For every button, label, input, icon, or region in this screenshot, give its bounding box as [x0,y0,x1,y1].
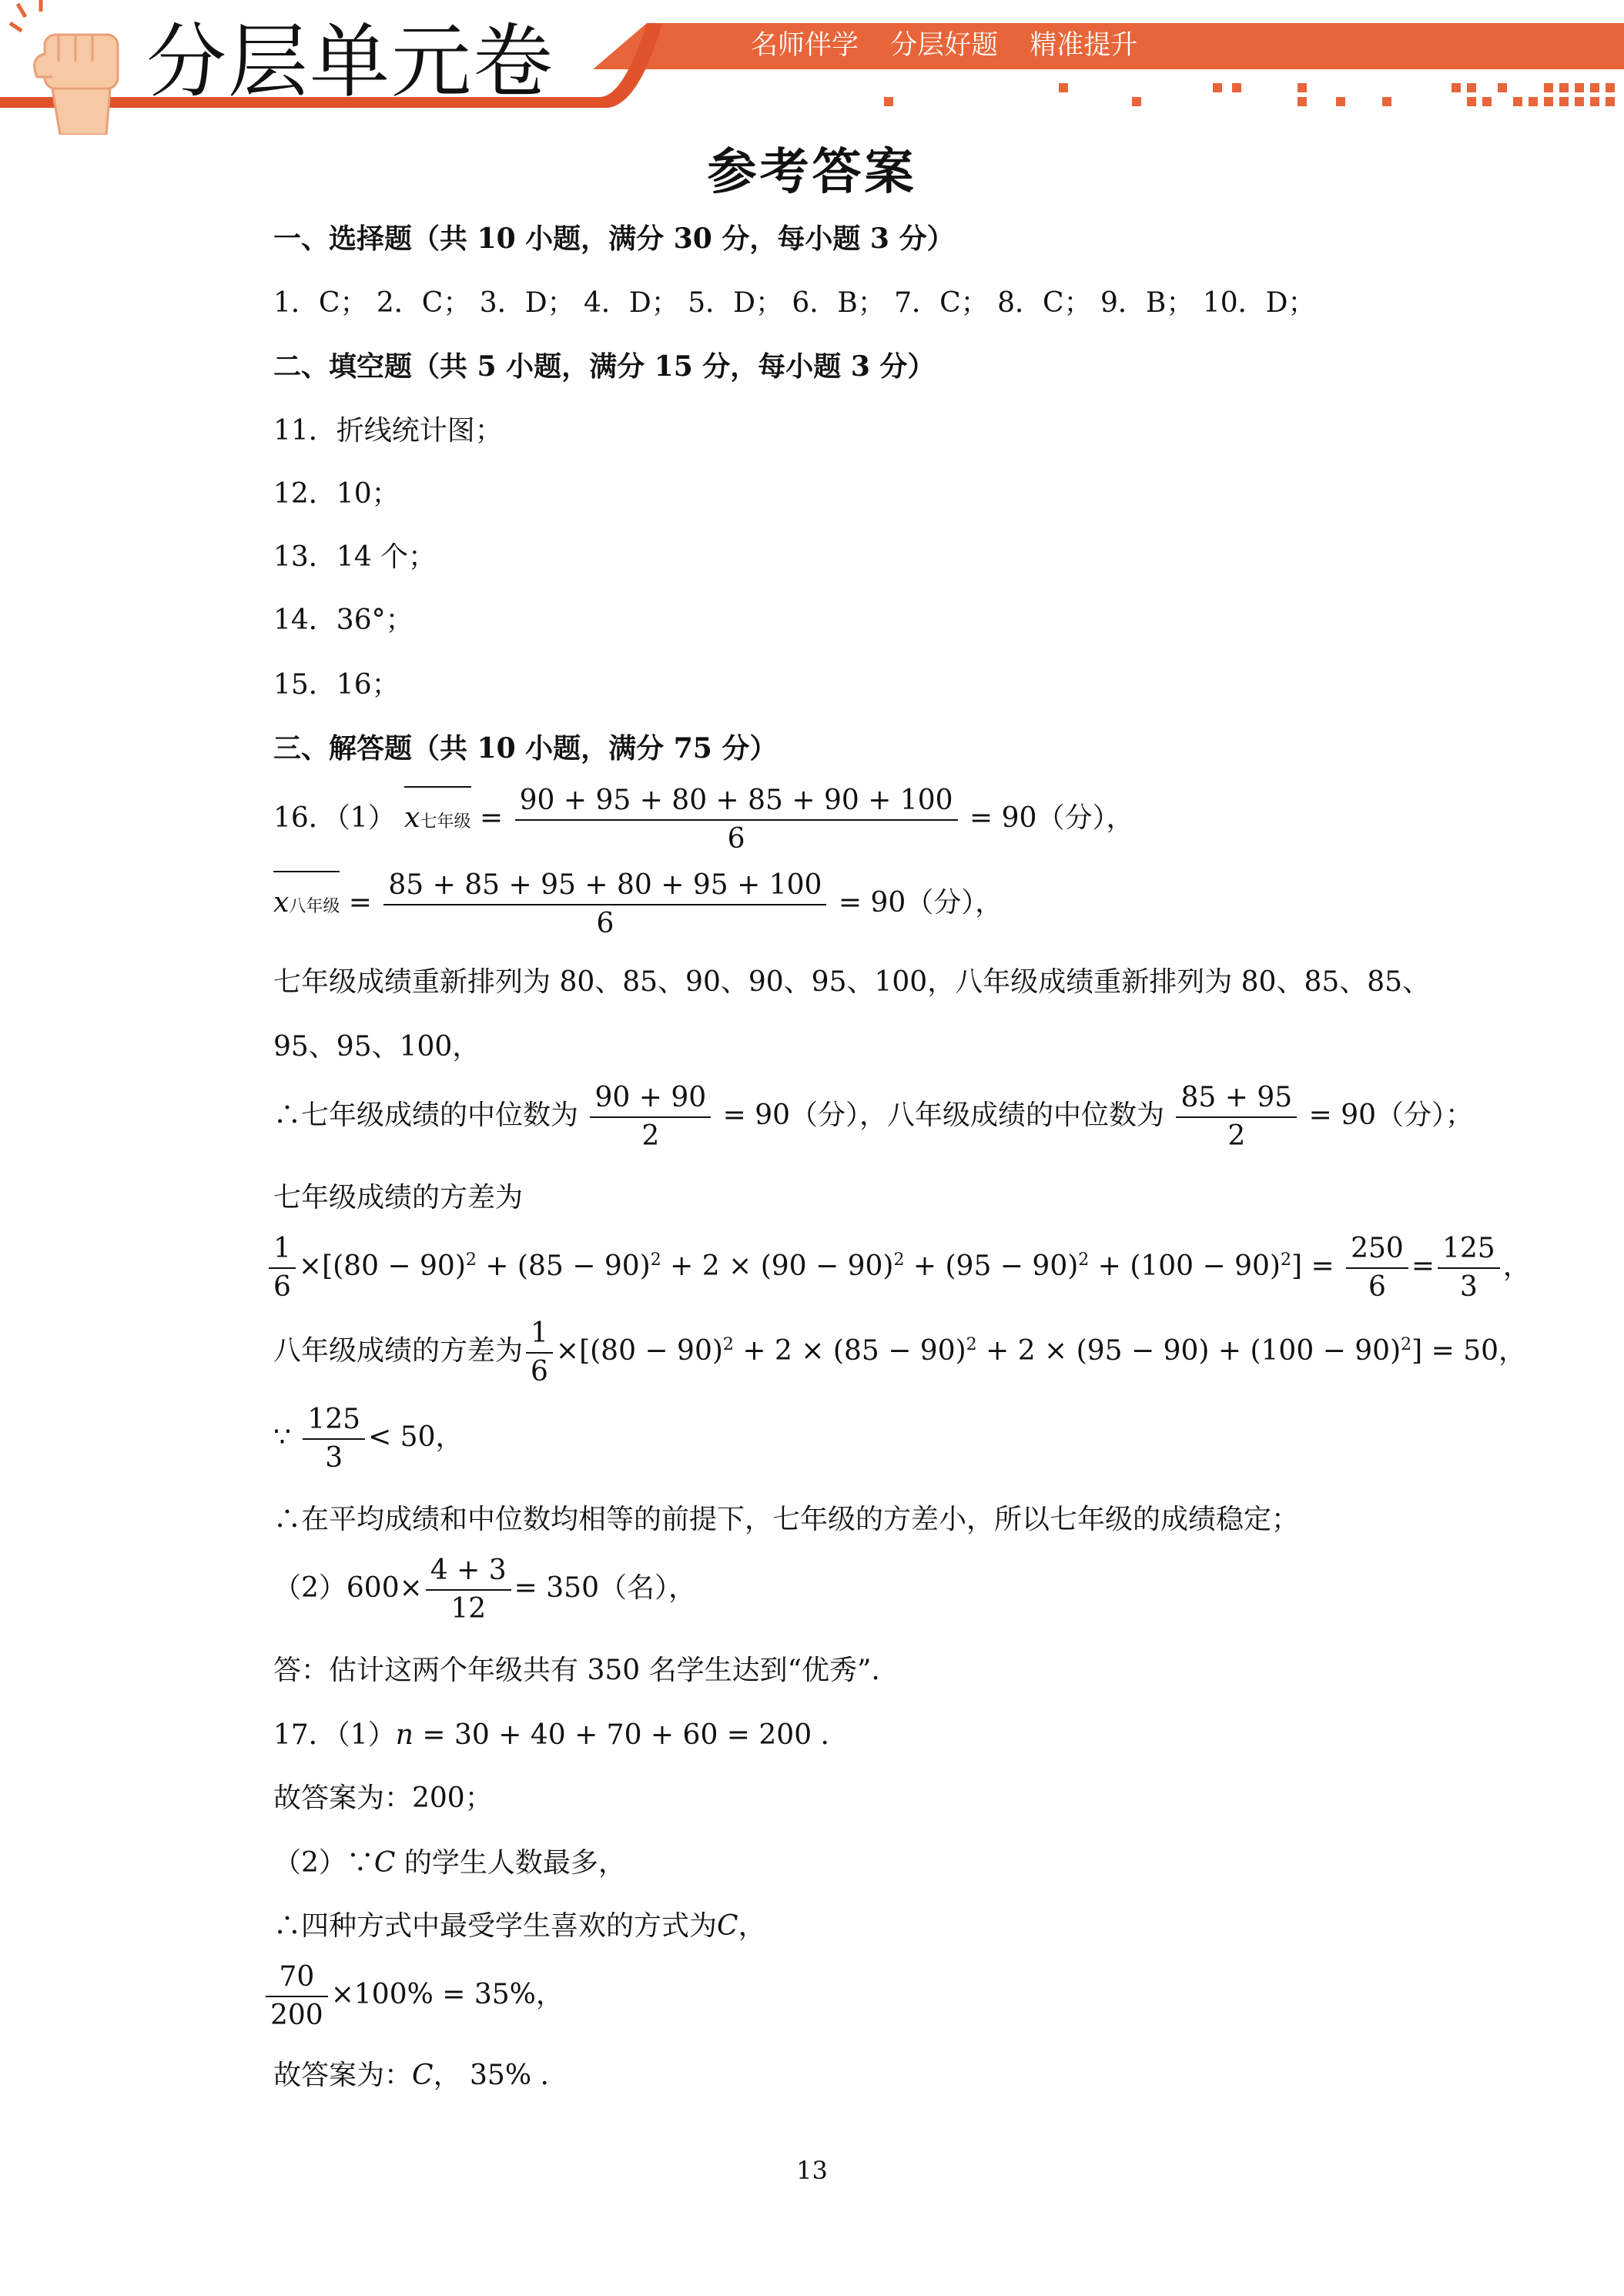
eq-sign: = [348,887,372,919]
eq-sign: = [1411,1250,1435,1282]
median7-numerator: 90 + 90 [590,1081,711,1118]
var7-125-thirds [1438,1232,1500,1304]
because-symbol: ∵ [273,1421,291,1453]
var8-one-sixth [526,1317,553,1389]
fill-answer-14: 14．36°； [273,604,414,636]
x-bar-sub-7: 七年级 [420,812,471,832]
exponent: 2 [966,1335,977,1354]
q16-mean-7 [273,784,1133,856]
median-label-7: ∴七年级成绩的中位数为 [273,1099,579,1131]
part2-text: 的学生人数最多， [395,1847,626,1879]
mean7-fraction [515,784,958,856]
q17-answer1: 故答案为：200； [273,1782,493,1814]
var-c: C [373,1847,396,1879]
part2-result: = 350（名）， [514,1572,696,1604]
x-bar-var: x [404,802,420,834]
expr-part: + 2 × (90 − 90) [661,1250,894,1282]
fraction-numerator: 250 [1346,1232,1408,1269]
section1-answers: 1．C； 2．C； 3．D； 4．D； 5．D； 6．B； 7．C； 8．C； 9．B； 10．D； [273,287,1316,319]
x-bar-var: x [273,887,290,919]
q17-part1 [273,1717,829,1754]
q16-medians [273,1081,1473,1153]
exponent: 2 [893,1250,905,1270]
expr-part: + (85 − 90) [476,1250,651,1282]
fraction-numerator: 4 + 3 [426,1554,511,1591]
part2-fraction [426,1554,511,1626]
fraction-denominator: 12 [450,1593,487,1625]
fraction-numerator: 125 [303,1403,365,1440]
fraction-denominator: 3 [325,1442,343,1474]
x-bar-sub-8: 八年级 [289,897,340,916]
fill-answer-15: 15．16； [273,669,400,701]
fist-logo-icon [6,0,141,135]
exponent: 2 [1280,1250,1291,1270]
var-c: C [412,2060,434,2091]
q16-part2 [273,1554,696,1626]
expr-part: + 2 × (95 − 90) + (100 − 90) [976,1335,1401,1367]
exponent: 2 [650,1250,661,1270]
mean7-result: = 90（分）， [969,802,1134,834]
fraction-denominator: 3 [1459,1271,1478,1303]
q16-answer: 答：估计这两个年级共有 350 名学生达到“优秀”. [273,1655,880,1686]
q16-var7-label: 七年级成绩的方差为 [273,1182,524,1213]
expr-part: ] = [1291,1250,1334,1282]
q17-part2-conclusion [273,1908,766,1945]
fraction-denominator: 200 [270,2000,323,2031]
q16-compare [273,1403,464,1475]
var-n: n [395,1719,414,1751]
median8-fraction [1176,1081,1297,1153]
fill-answer-12: 12．10； [273,478,400,510]
median-label-8: = 90（分），八年级成绩的中位数为 [722,1099,1165,1131]
mean8-denominator: 6 [596,908,614,939]
exponent: 2 [465,1250,477,1270]
expr-part: ×[(80 − 90) [298,1250,466,1282]
q16-prefix: 16．（1） [273,802,396,834]
q16-conclusion: ∴在平均成绩和中位数均相等的前提下，七年级的方差小，所以七年级的成绩稳定； [273,1504,1300,1535]
page-title: 参考答案 [707,143,917,201]
median8-denominator: 2 [1227,1120,1246,1152]
fill-answer-13: 13．14 个； [273,541,437,573]
conclusion-text: ∴四种方式中最受学生喜欢的方式为 [273,1910,718,1942]
section2-heading: 二、填空题（共 5 小题，满分 15 分，每小题 3 分） [273,350,936,383]
fraction-denominator: 6 [1368,1271,1386,1303]
page-number: 13 [796,2156,828,2185]
percentage-result: ×100% = 35%， [330,1979,564,2010]
q16-mean-8 [273,869,1003,941]
var7-one-sixth [269,1232,296,1304]
q17-answer2 [273,2057,549,2094]
mean8-result: = 90（分）， [838,887,1003,919]
section3-heading: 三、解答题（共 10 小题，满分 75 分） [273,732,778,765]
expr-part: + (100 − 90) [1089,1250,1281,1282]
exponent: 2 [1078,1250,1090,1270]
q16-var7-expression [266,1232,1531,1304]
expr-part: ×[(80 − 90) [555,1335,723,1367]
fill-answer-11: 11．折线统计图； [273,415,503,447]
q16-sorted-line1: 七年级成绩重新排列为 80、85、90、90、95、100，八年级成绩重新排列为 80、85、85、 [273,966,1431,998]
fraction-numerator: 1 [526,1317,553,1354]
median7-fraction [590,1081,711,1153]
part2-prefix: （2）∵ [273,1847,374,1879]
q17-percentage [270,1960,564,2033]
mean7-numerator: 90 + 95 + 80 + 85 + 90 + 100 [515,784,958,821]
mean8-numerator: 85 + 85 + 95 + 80 + 95 + 100 [383,869,826,905]
q17-prefix: 17．（1） [273,1719,396,1751]
expr-part: + (95 − 90) [904,1250,1079,1282]
q16-var8-expression [273,1317,1526,1389]
mean7-denominator: 6 [727,823,745,855]
eq-sign: = [479,802,504,834]
fraction-denominator: 6 [531,1356,548,1387]
fraction-denominator: 6 [273,1271,291,1303]
fraction-numerator: 70 [266,1960,328,1997]
expr-part: ] = 50， [1411,1335,1527,1367]
median8-numerator: 85 + 95 [1176,1081,1297,1118]
exponent: 2 [722,1335,734,1354]
var-c: C [717,1910,738,1942]
percentage-fraction [266,1960,328,2033]
answer-label: 故答案为： [273,2060,413,2091]
answer-value: ， 35% . [433,2060,549,2091]
var8-label: 八年级成绩的方差为 [273,1335,524,1367]
mean8-fraction [383,869,826,941]
comma: ， [738,1910,766,1942]
median7-denominator: 2 [641,1120,660,1152]
q16-sorted-line2: 95、95、100， [273,1031,481,1063]
fraction-numerator: 125 [1438,1232,1500,1269]
brand-title: 分层单元卷 [146,15,555,109]
exponent: 2 [1401,1335,1412,1354]
var7-250-sixths [1346,1232,1408,1304]
header-slogan: 名师伴学 分层好题 精准提升 [751,30,1138,61]
compare-result: < 50， [368,1421,464,1453]
section1-heading: 一、选择题（共 10 小题，满分 30 分，每小题 3 分） [273,223,955,255]
comma: ， [1502,1250,1531,1282]
q17-sum: = 30 + 40 + 70 + 60 = 200 . [413,1719,829,1751]
fraction-numerator: 1 [269,1232,296,1269]
expr-part: + 2 × (85 − 90) [733,1335,966,1367]
q17-part2 [273,1845,626,1882]
compare-fraction [303,1403,365,1475]
part2-prefix: （2）600× [273,1572,423,1604]
median8-result: = 90（分）； [1308,1099,1474,1131]
page-header [0,0,1624,146]
